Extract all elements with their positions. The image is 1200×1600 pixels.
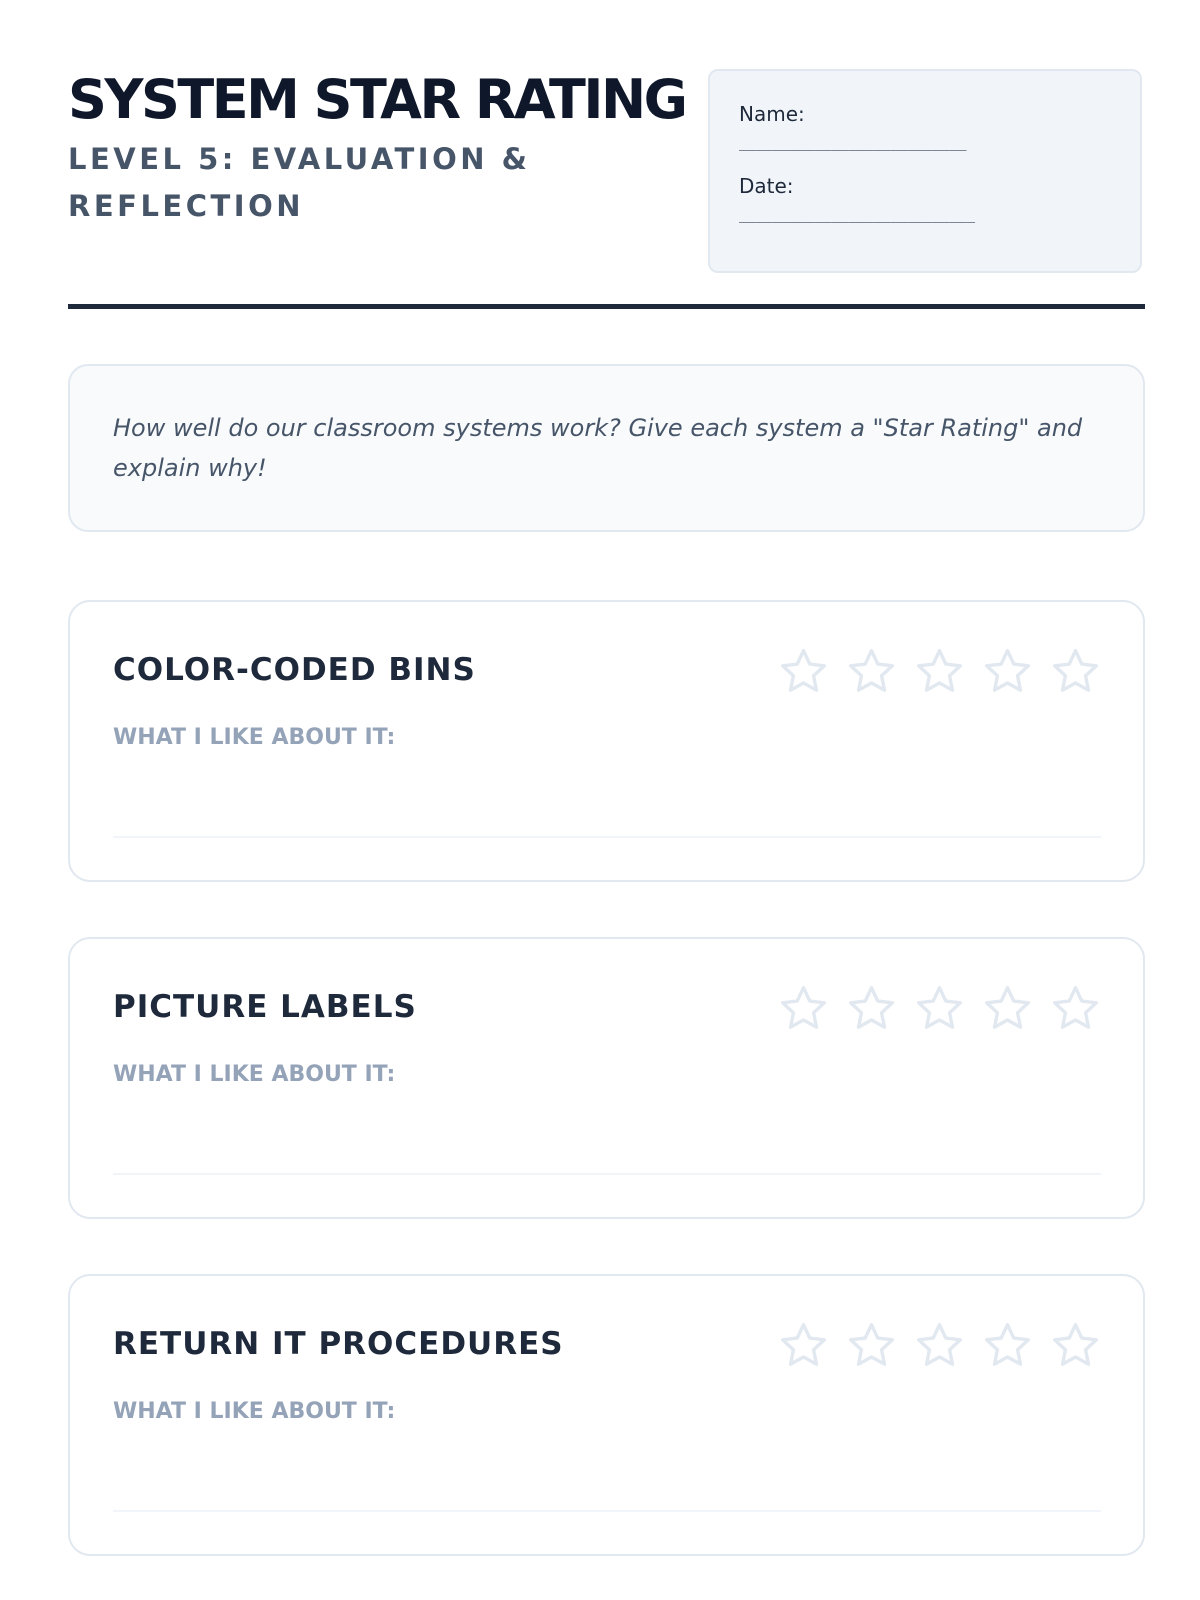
star-outline-icon[interactable] [846, 646, 897, 697]
header-divider [68, 304, 1145, 309]
star-rating [778, 983, 1101, 1034]
system-card [68, 1274, 1145, 1556]
star-outline-icon[interactable] [778, 983, 829, 1034]
date-field[interactable]: ____________________________ [739, 207, 976, 223]
star-outline-icon[interactable] [914, 646, 965, 697]
name-label: Name: [739, 102, 805, 126]
star-outline-icon[interactable] [914, 983, 965, 1034]
star-outline-icon[interactable] [778, 1320, 829, 1371]
answer-line[interactable] [113, 836, 1101, 838]
system-title: COLOR-CODED BINS [113, 652, 476, 688]
date-label: Date: [739, 174, 794, 198]
star-rating [778, 1320, 1101, 1371]
star-outline-icon[interactable] [1050, 646, 1101, 697]
system-title: PICTURE LABELS [113, 989, 417, 1025]
like-prompt: WHAT I LIKE ABOUT IT: [113, 1399, 396, 1424]
star-outline-icon[interactable] [982, 646, 1033, 697]
star-outline-icon[interactable] [846, 1320, 897, 1371]
worksheet-page [68, 0, 1145, 1424]
instructions-box [68, 364, 1145, 532]
star-outline-icon[interactable] [982, 983, 1033, 1034]
student-info-box [708, 69, 1142, 273]
name-field[interactable]: ___________________________ [739, 135, 967, 151]
page-subtitle: LEVEL 5: EVALUATION & REFLECTION [68, 142, 531, 223]
worksheet-header [68, 0, 1145, 310]
system-title: RETURN IT PROCEDURES [113, 1326, 564, 1362]
answer-line[interactable] [113, 1510, 1101, 1512]
star-outline-icon[interactable] [914, 1320, 965, 1371]
like-prompt: WHAT I LIKE ABOUT IT: [113, 725, 396, 750]
like-prompt: WHAT I LIKE ABOUT IT: [113, 1062, 396, 1087]
instructions-text: How well do our classroom systems work? Give each system a "Star Rating" and explain why! [113, 414, 1083, 482]
star-outline-icon[interactable] [982, 1320, 1033, 1371]
star-outline-icon[interactable] [1050, 1320, 1101, 1371]
system-card [68, 937, 1145, 1219]
system-card [68, 600, 1145, 882]
answer-line[interactable] [113, 1173, 1101, 1175]
star-outline-icon[interactable] [778, 646, 829, 697]
star-rating [778, 646, 1101, 697]
star-outline-icon[interactable] [1050, 983, 1101, 1034]
star-outline-icon[interactable] [846, 983, 897, 1034]
page-title: SYSTEM STAR RATING [68, 68, 686, 131]
